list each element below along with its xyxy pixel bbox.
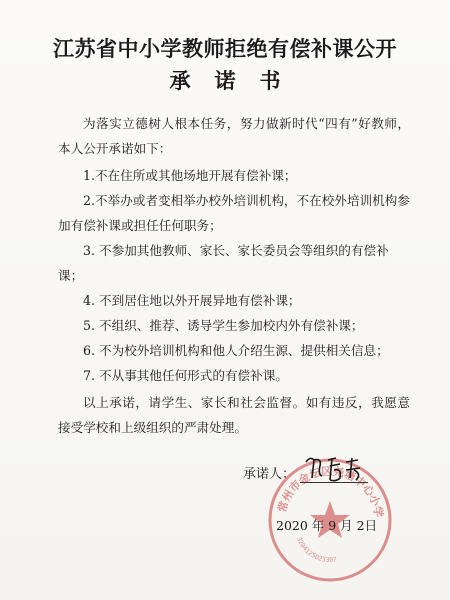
signature-label: 承诺人： — [243, 467, 296, 482]
document-title: 江苏省中小学教师拒绝有偿补课公开 — [53, 36, 397, 61]
commitment-item-1: 1.不在住所或其他场地开展有偿补课； — [83, 168, 297, 183]
commitment-item-7: 7. 不从事其他任何形式的有偿补课。 — [83, 368, 288, 383]
seal-text: 常州市金坛区尧塘中心小学 — [275, 464, 386, 519]
seal-code: 3204125023307 — [294, 535, 338, 565]
document-body — [58, 111, 410, 440]
svg-text:3204125023307 — [295, 536, 338, 564]
commitment-item-2: 2.不举办或者变相举办校外培训机构，不在校外培训机构参加有偿补课或担任任何职务； — [58, 193, 410, 233]
signature-line — [300, 482, 368, 483]
closing-paragraph: 以上承诺，请学生、家长和社会监督。如有违反，我愿意接受学校和上级组织的严肃处理。 — [58, 395, 410, 435]
intro-paragraph: 为落实立德树人根本任务，努力做新时代“四有”好教师，本人公开承诺如下： — [58, 116, 410, 156]
commitment-item-3: 3. 不参加其他教师、家长、家长委员会等组织的有偿补课； — [58, 243, 389, 283]
document-date: 2020 年 9 月 2日 — [276, 518, 378, 533]
commitment-item-5: 5. 不组织、推荐、诱导学生参加校内外有偿补课； — [83, 318, 364, 333]
commitment-item-4: 4. 不到居住地以外开展异地有偿补课； — [83, 293, 301, 308]
commitment-item-6: 6. 不为校外培训机构和他人介绍生源、提供相关信息； — [83, 343, 389, 358]
handwritten-signature — [300, 452, 380, 486]
document-subtitle: 承诺书 — [169, 68, 305, 93]
